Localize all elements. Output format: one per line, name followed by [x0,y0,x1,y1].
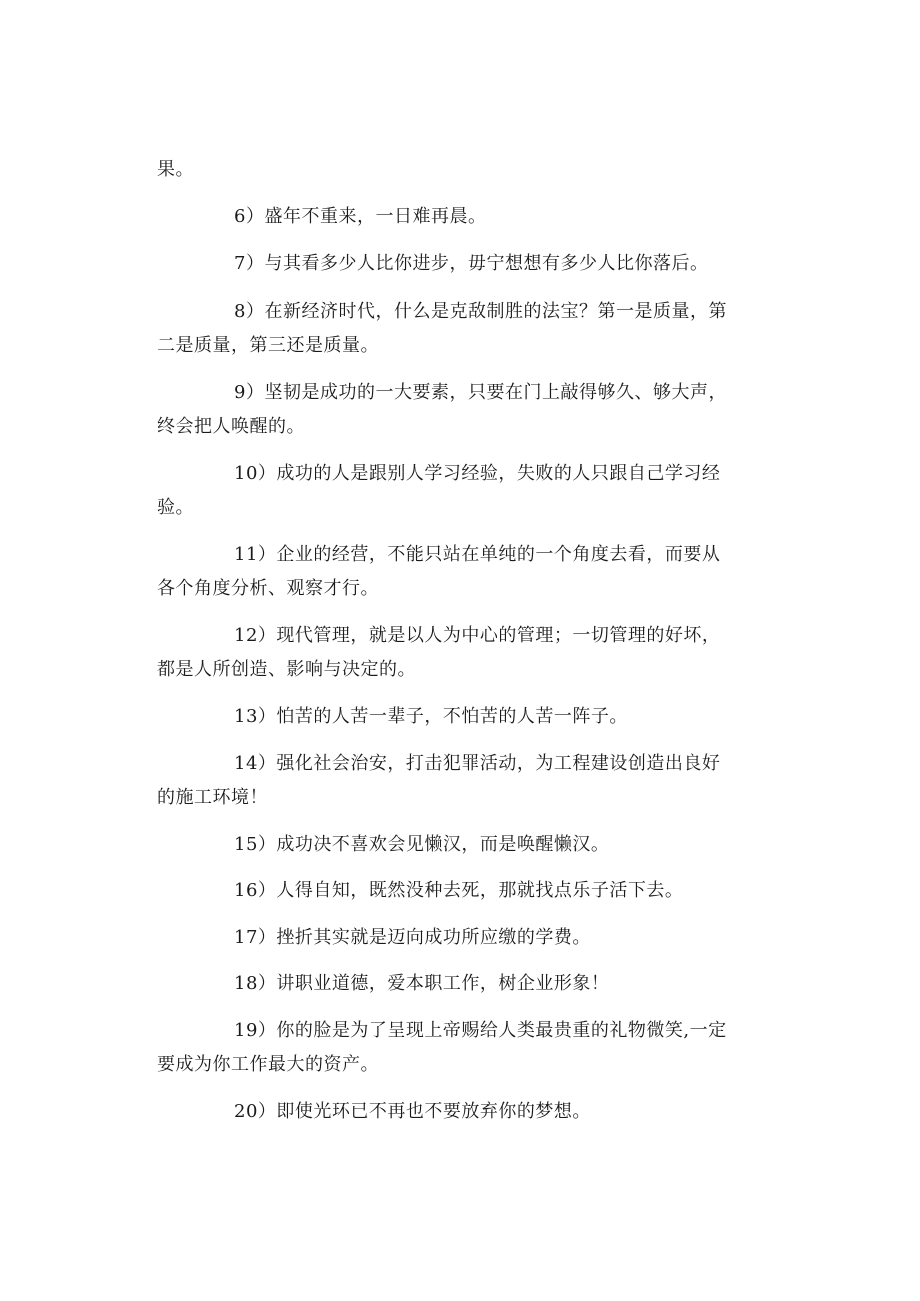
paragraph-line: 16）人得自知，既然没种去死，那就找点乐子活下去。 [234,880,684,901]
paragraph-line: 各个角度分析、观察才行。 [157,578,379,599]
paragraph-line: 10）成功的人是跟别人学习经验，失败的人只跟自己学习经 [234,463,721,484]
paragraph-line: 验。 [157,497,194,518]
paragraph-line: 9）坚韧是成功的一大要素，只要在门上敲得够久、够大声， [234,382,727,403]
paragraph-line: 果。 [157,159,194,180]
paragraph-line: 17）挫折其实就是迈向成功所应缴的学费。 [234,927,591,948]
paragraph-line: 20）即使光环已不再也不要放弃你的梦想。 [234,1101,591,1122]
paragraph-line: 6）盛年不重来，一日难再晨。 [234,206,487,227]
paragraph-line: 19）你的脸是为了呈现上帝赐给人类最贵重的礼物微笑,一定 [234,1020,727,1041]
paragraph-line: 都是人所创造、影响与决定的。 [157,659,416,680]
paragraph-line: 12）现代管理，就是以人为中心的管理；一切管理的好坏， [234,625,721,646]
paragraph-line: 终会把人唤醒的。 [157,416,305,437]
paragraph-line: 要成为你工作最大的资产。 [157,1054,379,1075]
paragraph-line: 15）成功决不喜欢会见懒汉，而是唤醒懒汉。 [234,834,610,855]
paragraph-line: 11）企业的经营，不能只站在单纯的一个角度去看，而要从 [234,544,721,565]
paragraph-line: 14）强化社会治安，打击犯罪活动，为工程建设创造出良好 [234,753,721,774]
paragraph-line: 7）与其看多少人比你进步，毋宁想想有多少人比你落后。 [234,253,709,274]
paragraph-line: 的施工环境！ [157,787,268,808]
paragraph-line: 13）怕苦的人苦一辈子，不怕苦的人苦一阵子。 [234,706,628,727]
paragraph-line: 18）讲职业道德，爱本职工作，树企业形象！ [234,973,610,994]
paragraph-line: 8）在新经济时代，什么是克敌制胜的法宝？第一是质量，第 [234,301,727,322]
paragraph-line: 二是质量，第三还是质量。 [157,335,379,356]
